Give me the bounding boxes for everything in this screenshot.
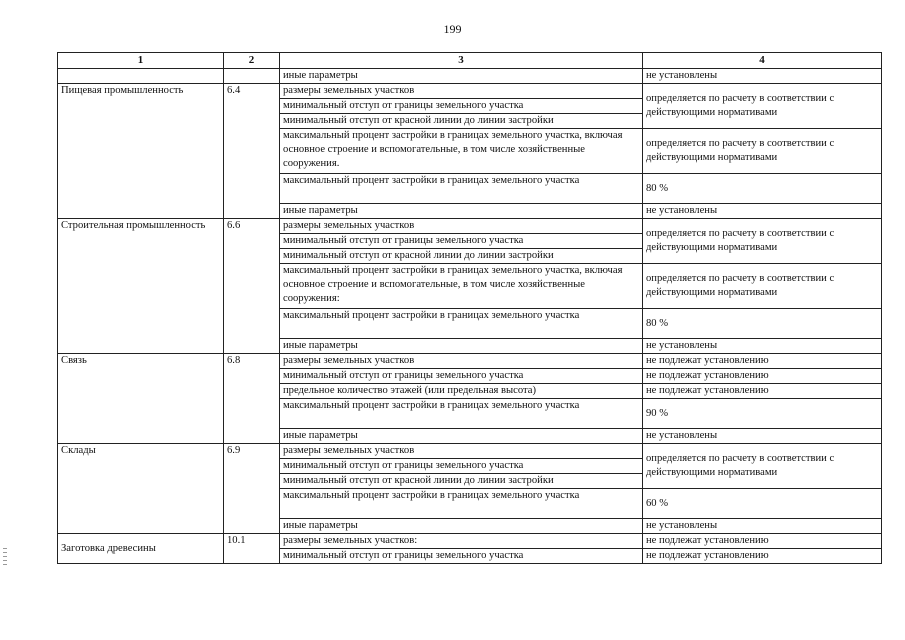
- parameter-name: минимальный отступ от красной линии до линии застройки: [280, 249, 643, 264]
- parameter-name: иные параметры: [280, 69, 643, 84]
- parameter-name: иные параметры: [280, 519, 643, 534]
- parameter-value: 60 %: [643, 489, 882, 519]
- parameter-value: не установлены: [643, 69, 882, 84]
- parameter-value: определяется по расчету в соответствии с действующими нормативами: [643, 129, 882, 174]
- parameter-value: 80 %: [643, 174, 882, 204]
- parameter-value: определяется по расчету в соответствии с действующими нормативами: [643, 84, 882, 129]
- land-use-name: Строительная промышленность: [58, 219, 224, 354]
- parameter-name: максимальный процент застройки в границах земельного участка, включая основное строение и вспомогательные, в том числе хозяйственные сооружения.: [280, 129, 643, 174]
- parameter-name: максимальный процент застройки в границах земельного участка, включая основное строение и вспомогательные, в том числе хозяйственные сооружения:: [280, 264, 643, 309]
- land-use-code: 6.9: [224, 444, 280, 534]
- parameter-value: не установлены: [643, 519, 882, 534]
- parameter-value: не установлены: [643, 204, 882, 219]
- parameter-name: предельное количество этажей (или предельная высота): [280, 384, 643, 399]
- land-use-parameters-table: [57, 52, 882, 564]
- parameter-value: 90 %: [643, 399, 882, 429]
- parameter-name: максимальный процент застройки в границах земельного участка: [280, 174, 643, 204]
- parameter-value: не установлены: [643, 339, 882, 354]
- margin-marks: [3, 548, 7, 578]
- table-row: [58, 354, 882, 369]
- parameter-value: не подлежат установлению: [643, 534, 882, 549]
- parameter-value: определяется по расчету в соответствии с действующими нормативами: [643, 219, 882, 264]
- table-body: [58, 69, 882, 564]
- parameter-name: размеры земельных участков: [280, 444, 643, 459]
- header-row: [58, 53, 882, 69]
- parameter-name: минимальный отступ от границы земельного участка: [280, 459, 643, 474]
- parameter-name: минимальный отступ от красной линии до линии застройки: [280, 474, 643, 489]
- parameter-value: 80 %: [643, 309, 882, 339]
- parameter-name: минимальный отступ от границы земельного участка: [280, 234, 643, 249]
- parameter-value: определяется по расчету в соответствии с действующими нормативами: [643, 264, 882, 309]
- land-use-name: Заготовка древесины: [58, 534, 224, 564]
- parameter-name: размеры земельных участков: [280, 84, 643, 99]
- table-row: [58, 444, 882, 459]
- parameter-name: максимальный процент застройки в границах земельного участка: [280, 399, 643, 429]
- land-use-code: 6.4: [224, 84, 280, 219]
- parameter-value: не подлежат установлению: [643, 384, 882, 399]
- parameter-value: не подлежат установлению: [643, 354, 882, 369]
- land-use-code: [224, 69, 280, 84]
- parameter-value: не установлены: [643, 429, 882, 444]
- land-use-code: 10.1: [224, 534, 280, 564]
- parameter-name: иные параметры: [280, 204, 643, 219]
- parameter-value: определяется по расчету в соответствии с действующими нормативами: [643, 444, 882, 489]
- parameter-name: размеры земельных участков:: [280, 534, 643, 549]
- column-header-1: 1: [58, 53, 224, 69]
- parameter-name: иные параметры: [280, 339, 643, 354]
- parameter-name: минимальный отступ от красной линии до линии застройки: [280, 114, 643, 129]
- parameter-name: размеры земельных участков: [280, 354, 643, 369]
- table-row: [58, 69, 882, 84]
- parameter-name: минимальный отступ от границы земельного участка: [280, 99, 643, 114]
- table-row: [58, 219, 882, 234]
- page-number: 199: [443, 22, 462, 36]
- parameter-name: минимальный отступ от границы земельного участка: [280, 549, 643, 564]
- parameter-name: минимальный отступ от границы земельного участка: [280, 369, 643, 384]
- land-use-name: Склады: [58, 444, 224, 534]
- land-use-code: 6.8: [224, 354, 280, 444]
- parameter-name: максимальный процент застройки в границах земельного участка: [280, 489, 643, 519]
- land-use-name: Связь: [58, 354, 224, 444]
- parameter-name: максимальный процент застройки в границах земельного участка: [280, 309, 643, 339]
- land-use-name: Пищевая промышленность: [58, 84, 224, 219]
- land-use-code: 6.6: [224, 219, 280, 354]
- column-header-4: 4: [643, 53, 882, 69]
- column-header-2: 2: [224, 53, 280, 69]
- column-header-3: 3: [280, 53, 643, 69]
- parameter-name: иные параметры: [280, 429, 643, 444]
- parameter-value: не подлежат установлению: [643, 549, 882, 564]
- table-row: [58, 84, 882, 99]
- table-row: [58, 534, 882, 549]
- parameter-value: не подлежат установлению: [643, 369, 882, 384]
- land-use-name: [58, 69, 224, 84]
- parameter-name: размеры земельных участков: [280, 219, 643, 234]
